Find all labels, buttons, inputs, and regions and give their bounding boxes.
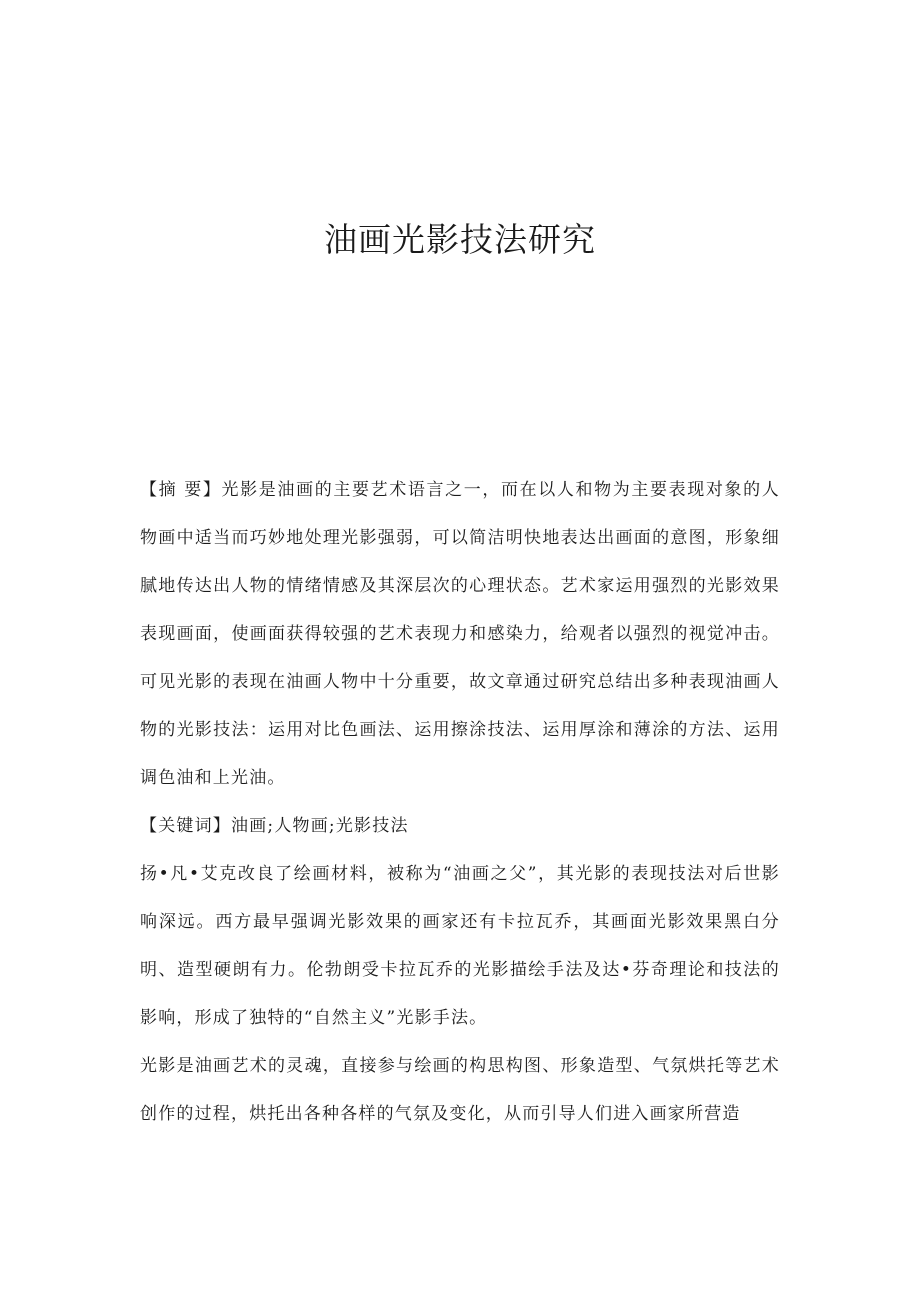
body-paragraph-1: 扬•凡•艾克改良了绘画材料，被称为“油画之父”，其光影的表现技法对后世影响深远。西方最早强调光影效果的画家还有卡拉瓦乔，其画面光影效果黑白分明、造型硬朗有力。伦勃朗受卡拉瓦乔的光影描绘手法及达•芬奇理论和技法的影响，形成了独特的“自然主义”光影手法。 (140, 864, 780, 1028)
abstract-paragraph: 【摘 要】光影是油画的主要艺术语言之一，而在以人和物为主要表现对象的人物画中适当而巧妙地处理光影强弱，可以简洁明快地表达出画面的意图，形象细腻地传达出人物的情绪情感及其深层次的心理状态。艺术家运用强烈的光影效果表现画面，使画面获得较强的艺术表现力和感染力，给观者以强烈的视觉冲击。可见光影的表现在油画人物中十分重要，故文章通过研究总结出多种表现油画人物的光影技法：运用对比色画法、运用擦涂技法、运用厚涂和薄涂的方法、运用调色油和上光油。 (140, 480, 780, 788)
keywords-paragraph: 【关键词】油画;人物画;光影技法 (140, 816, 409, 836)
body-paragraph-2: 光影是油画艺术的灵魂，直接参与绘画的构思构图、形象造型、气氛烘托等艺术创作的过程，烘托出各种各样的气氛及变化，从而引导人们进入画家所营造 (140, 1056, 780, 1124)
document-body (140, 466, 780, 1138)
document-title: 油画光影技法研究 (324, 220, 596, 259)
